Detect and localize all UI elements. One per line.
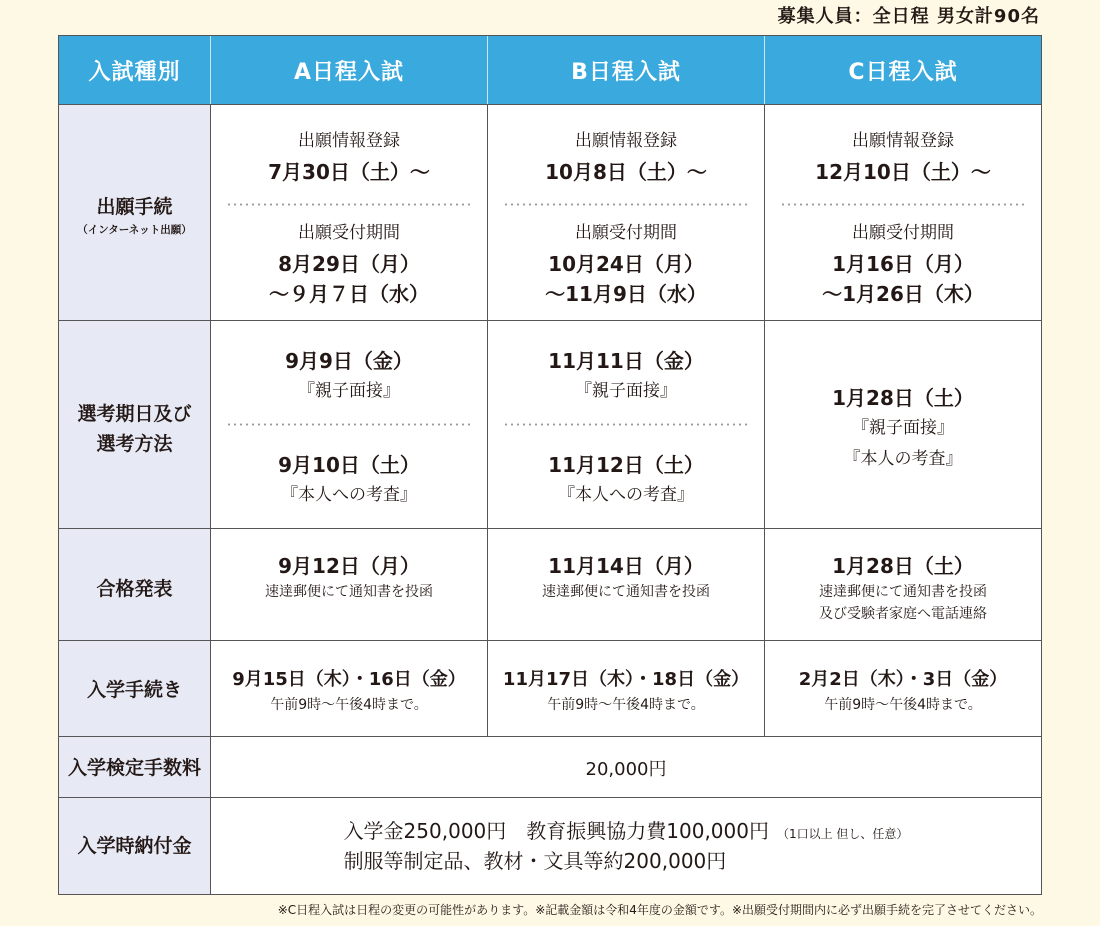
announcement-date: 1月28日（土） (832, 554, 974, 578)
row-label-text: 入学時納付金 (77, 835, 192, 857)
selection-cell-b (488, 321, 764, 528)
row-label-enrollment (59, 641, 210, 736)
row-label-selection (59, 321, 210, 528)
header-schedule-a: A日程入試 (211, 36, 487, 104)
admission-payment-block (344, 818, 909, 875)
registration-date: 10月8日（土）～ (545, 159, 707, 184)
application-period-end: ～1月26日（木） (822, 281, 984, 306)
exam-schedule-table (58, 35, 1042, 895)
selection-date: 1月28日（土） (832, 385, 974, 410)
application-period-block (765, 206, 1041, 320)
application-period-block (211, 206, 487, 320)
exam-fee-cell (211, 737, 1041, 797)
interview-date: 9月9日（金） (285, 348, 413, 373)
enrollment-dates: 9月15日（木）・16日（金） (232, 669, 466, 690)
application-period-start: 1月16日（月） (832, 251, 974, 276)
enrollment-hours: 午前9時～午後4時まで。 (824, 697, 982, 713)
footer-note: ※C日程入試は日程の変更の可能性があります。※記載金額は令和4年度の金額です。※出願受付期間内に必ず出願手続を完了させてください。 (277, 903, 1042, 917)
admission-payment-cell (211, 798, 1041, 894)
enrollment-dates: 2月2日（木）・3日（金） (798, 669, 1008, 690)
row-label-application (59, 105, 210, 320)
selection-cell-a (211, 321, 487, 528)
registration-date: 12月10日（土）～ (815, 159, 991, 184)
application-period-end: ～11月9日（水） (545, 281, 707, 306)
application-period-title: 出願受付期間 (852, 222, 954, 243)
application-period-title: 出願受付期間 (298, 222, 400, 243)
registration-block (488, 105, 764, 203)
row-label-text: 入学検定手数料 (67, 757, 201, 779)
exam-block (488, 426, 764, 528)
application-cell-c (765, 105, 1041, 320)
announcement-note-phone: 及び受験者家庭へ電話連絡 (819, 606, 987, 622)
interview-method: 『親子面接』 (852, 417, 954, 438)
enrollment-hours: 午前9時～午後4時まで。 (547, 697, 705, 713)
row-label-exam-fee (59, 737, 210, 797)
announcement-date: 9月12日（月） (278, 554, 420, 578)
row-label-announcement (59, 529, 210, 640)
row-sublabel-text: （インターネット出願） (77, 224, 192, 236)
exam-date: 11月12日（土） (548, 452, 704, 477)
row-label-text: 出願手続 (96, 196, 173, 218)
enrollment-dates: 11月17日（木）・18日（金） (502, 669, 750, 690)
announcement-note: 速達郵便にて通知書を投函 (265, 584, 433, 600)
interview-date: 11月11日（金） (548, 348, 704, 373)
header-schedule-c: C日程入試 (765, 36, 1041, 104)
application-period-block (488, 206, 764, 320)
interview-block (488, 321, 764, 423)
announcement-cell-a (211, 529, 487, 640)
registration-date: 7月30日（土）～ (268, 159, 430, 184)
interview-method: 『親子面接』 (298, 380, 400, 401)
registration-block (765, 105, 1041, 203)
enrollment-hours: 午前9時～午後4時まで。 (270, 697, 428, 713)
exam-date: 9月10日（土） (278, 452, 420, 477)
announcement-note: 速達郵便にて通知書を投函 (819, 584, 987, 600)
announcement-date: 11月14日（月） (548, 554, 704, 578)
registration-title: 出願情報登録 (852, 130, 954, 151)
row-label-admission-payment (59, 798, 210, 894)
interview-method: 『親子面接』 (575, 380, 677, 401)
application-period-end: ～９月７日（水） (269, 281, 429, 306)
exam-method: 『本人への考査』 (558, 484, 694, 505)
row-label-text: 合格発表 (96, 578, 173, 600)
application-cell-b (488, 105, 764, 320)
registration-title: 出願情報登録 (575, 130, 677, 151)
announcement-cell-b (488, 529, 764, 640)
row-label-text-line2: 選考方法 (96, 432, 173, 455)
announcement-note: 速達郵便にて通知書を投函 (542, 584, 710, 600)
row-label-text-line1: 選考期日及び (77, 402, 192, 425)
interview-block (211, 321, 487, 423)
admission-payment-line2: 制服等制定品、教材・文具等約200,000円 (343, 848, 727, 873)
row-label-text: 入学手続き (86, 679, 182, 701)
header-schedule-b: B日程入試 (488, 36, 764, 104)
recruitment-capacity-note: 募集人員：全日程 男女計90名 (777, 6, 1040, 27)
admission-payment-note: （1口以上 但し、任意） (776, 826, 909, 841)
exam-block (211, 426, 487, 528)
exam-fee-amount: 20,000円 (585, 759, 667, 780)
application-period-title: 出願受付期間 (575, 222, 677, 243)
admission-payment-line1-row (344, 818, 909, 848)
exam-method: 『本人の考査』 (843, 448, 963, 469)
enrollment-cell-c (765, 641, 1041, 736)
header-exam-type: 入試種別 (59, 36, 210, 104)
selection-cell-c (765, 321, 1041, 528)
application-period-start: 8月29日（月） (278, 251, 420, 276)
application-cell-a (211, 105, 487, 320)
application-period-start: 10月24日（月） (548, 251, 704, 276)
enrollment-cell-a (211, 641, 487, 736)
announcement-cell-c (765, 529, 1041, 640)
registration-title: 出願情報登録 (298, 130, 400, 151)
enrollment-cell-b (488, 641, 764, 736)
registration-block (211, 105, 487, 203)
admission-payment-line1: 入学金250,000円 教育振興協力費100,000円 (343, 818, 769, 843)
exam-method: 『本人への考査』 (281, 484, 417, 505)
